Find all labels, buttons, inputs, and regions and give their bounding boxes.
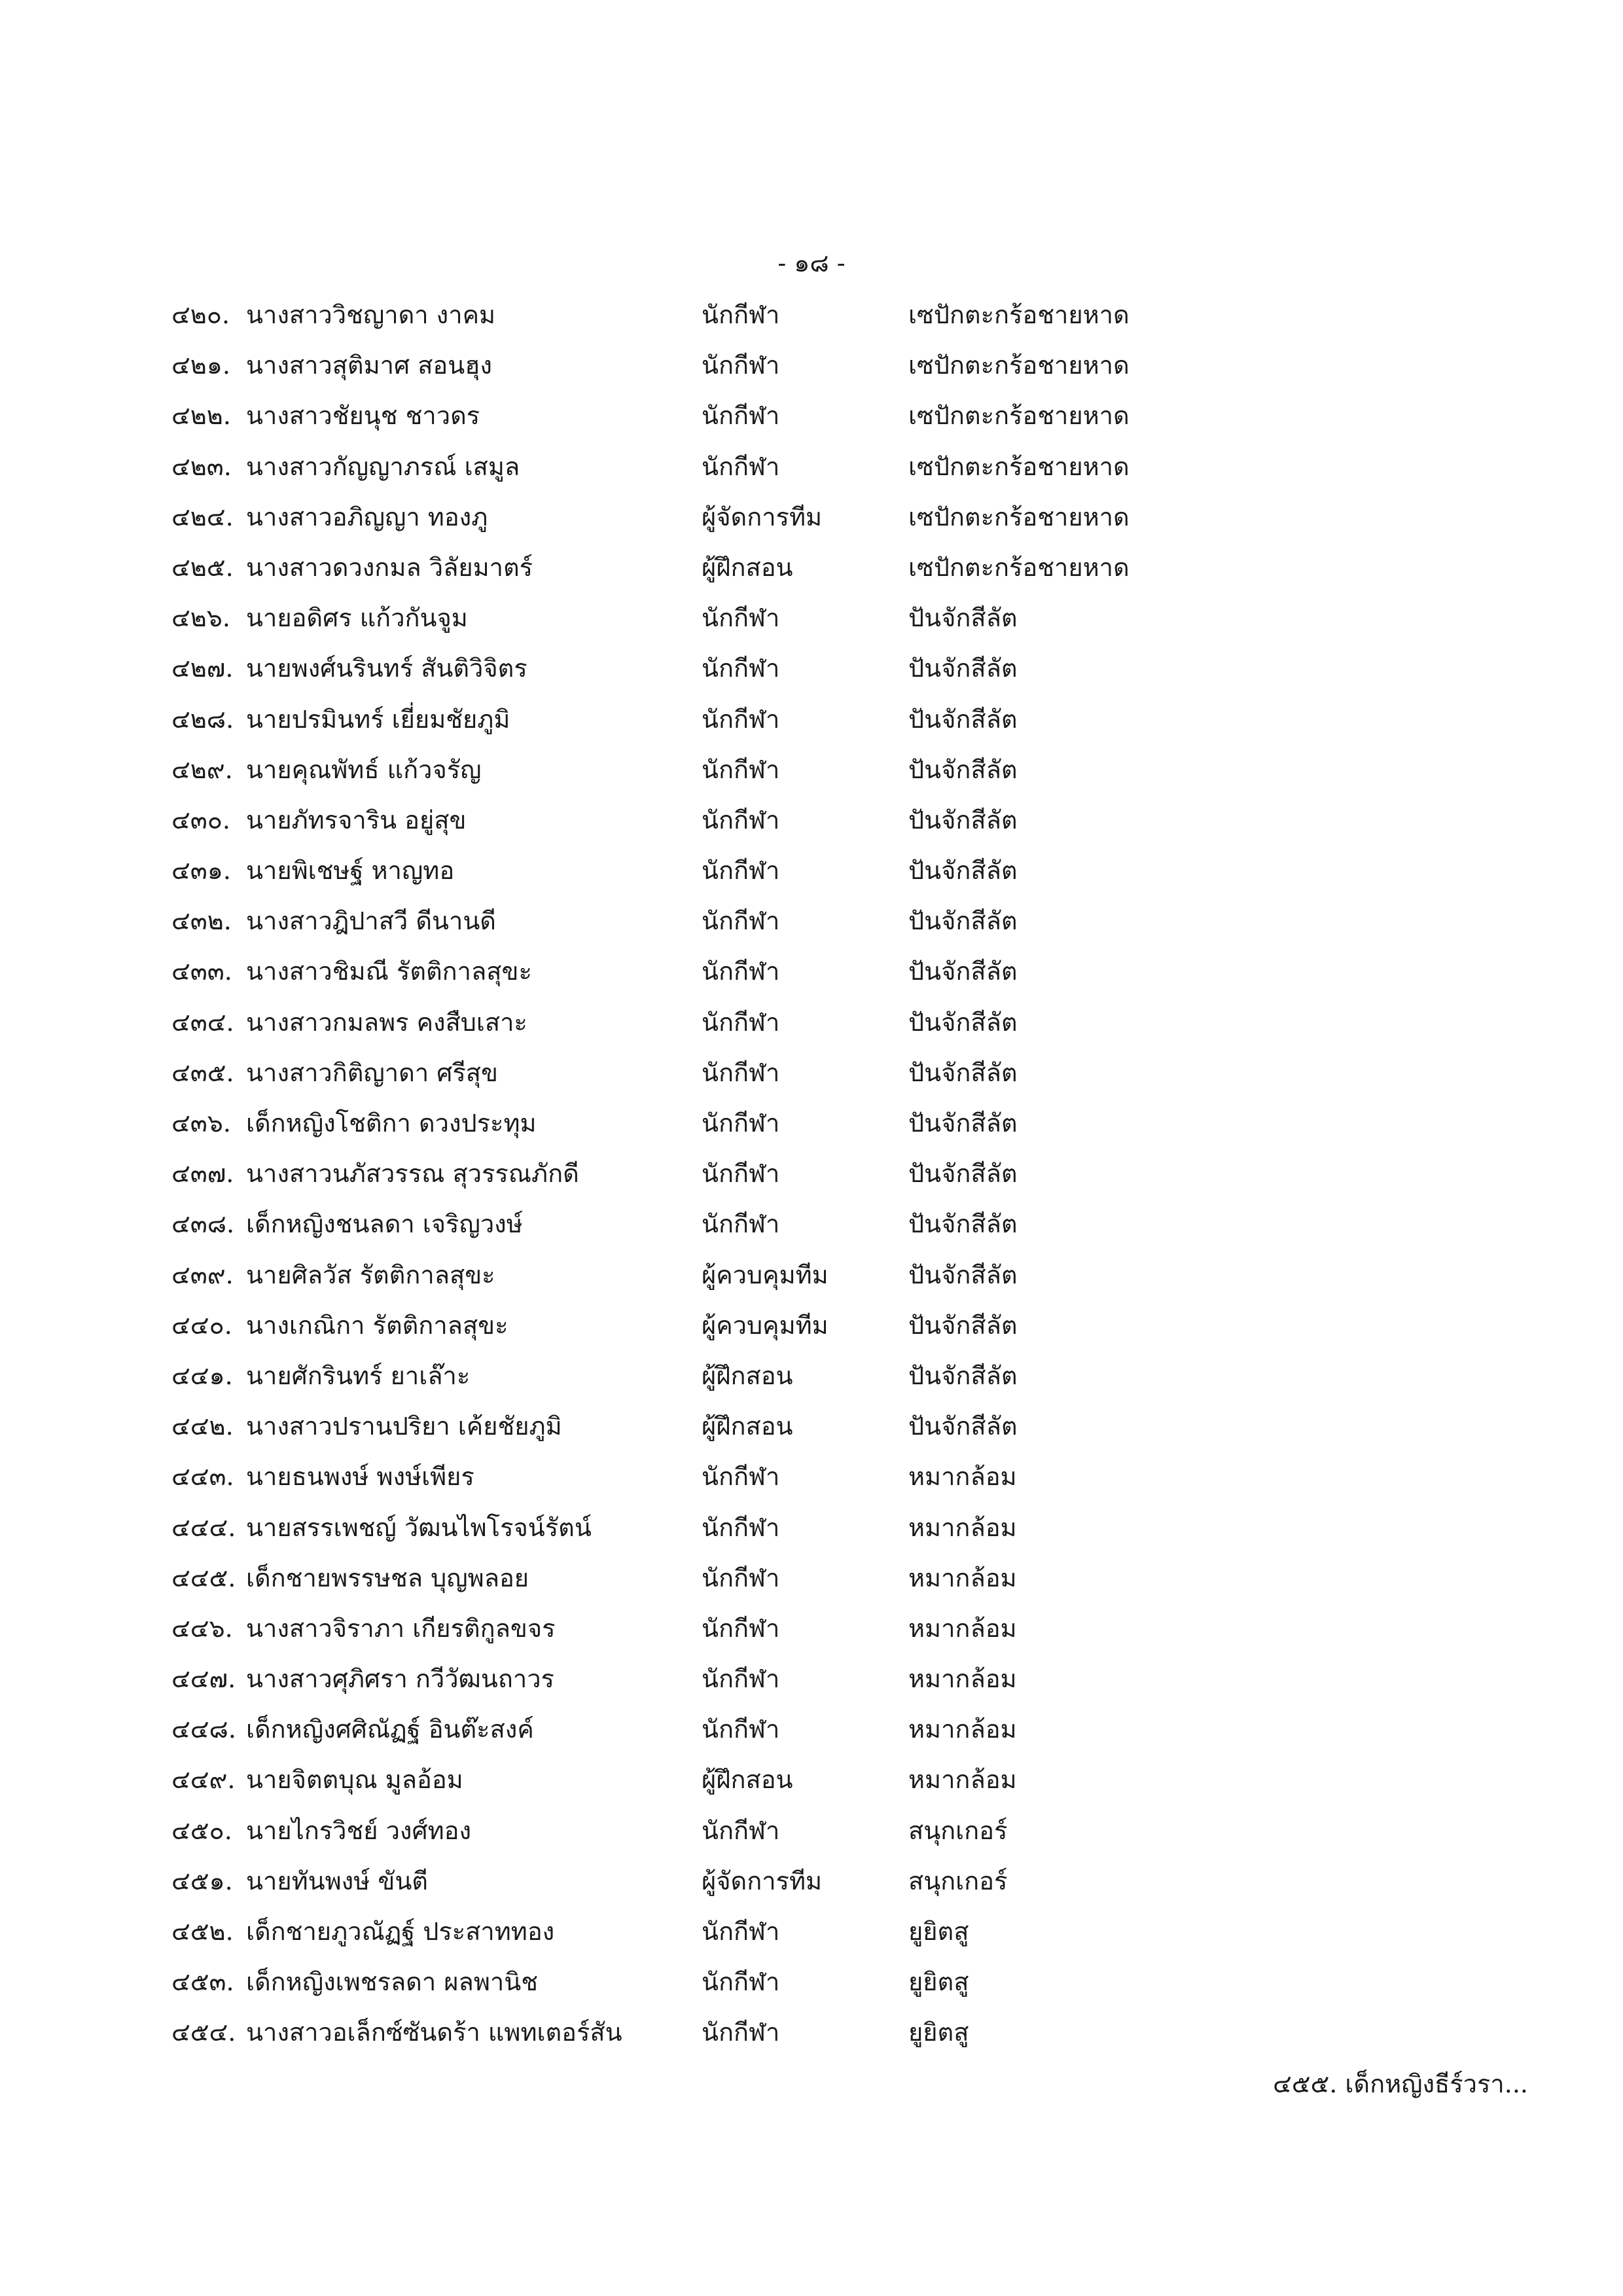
person-name: นางสาวอเล็กซ์ซันดร้า แพทเตอร์สัน — [246, 2018, 622, 2047]
sport-name: สนุกเกอร์ — [908, 1866, 1008, 1895]
sport-name: ปันจักสีลัต — [908, 1310, 1018, 1340]
person-name: นายพงศ์นรินทร์ สันติวิจิตร — [246, 654, 527, 683]
person-name: เด็กหญิงโชติกา ดวงประทุม — [246, 1109, 537, 1138]
roster-row — [171, 1001, 1415, 1051]
person-role: ผู้ควบคุมทีม — [702, 1310, 829, 1340]
entry-number: ๔๒๙. — [171, 755, 233, 784]
person-role: นักกีฬา — [702, 1664, 780, 1694]
person-name: เด็กหญิงศศิณัฏฐ์ อินต๊ะสงค์ — [246, 1715, 534, 1744]
sport-name: หมากล้อม — [908, 1563, 1017, 1592]
roster-row — [171, 2011, 1415, 2061]
person-name: นายสรรเพชญ์ วัฒนไพโรจน์รัตน์ — [246, 1513, 592, 1542]
entry-number: ๔๒๗. — [171, 654, 234, 683]
roster-row — [171, 647, 1415, 697]
roster-row — [171, 344, 1415, 394]
entry-number: ๔๕๓. — [171, 1967, 234, 1997]
sport-name: ปันจักสีลัต — [908, 957, 1018, 986]
person-role: นักกีฬา — [702, 2018, 780, 2047]
entry-number: ๔๓๖. — [171, 1109, 231, 1138]
sport-name: หมากล้อม — [908, 1513, 1017, 1542]
sport-name: ปันจักสีลัต — [908, 704, 1018, 734]
roster-row — [171, 748, 1415, 798]
person-name: นายพิเชษฐ์ หาญทอ — [246, 856, 455, 886]
roster-row — [171, 950, 1415, 1000]
roster-list — [171, 293, 1415, 2062]
person-name: นายคุณพัทธ์ แก้วจรัญ — [246, 755, 482, 784]
person-name: นายธนพงษ์ พงษ์เพียร — [246, 1462, 474, 1492]
sport-name: เซปักตะกร้อชายหาด — [908, 300, 1130, 329]
entry-number: ๔๓๐. — [171, 805, 231, 834]
person-name: นางสาวจิราภา เกียรติกูลขจร — [246, 1613, 556, 1643]
person-role: นักกีฬา — [702, 654, 780, 683]
sport-name: ปันจักสีลัต — [908, 1361, 1018, 1390]
roster-row — [171, 1304, 1415, 1354]
person-name: นางสาวชัยนุช ชาวดร — [246, 401, 480, 431]
sport-name: ปันจักสีลัต — [908, 1210, 1018, 1239]
roster-row — [171, 1253, 1415, 1304]
sport-name: ปันจักสีลัต — [908, 654, 1018, 683]
sport-name: หมากล้อม — [908, 1715, 1017, 1744]
person-role: ผู้ฝึกสอน — [702, 1361, 793, 1390]
entry-number: ๔๕๒. — [171, 1917, 234, 1946]
sport-name: เซปักตะกร้อชายหาด — [908, 452, 1130, 481]
entry-number: ๔๓๔. — [171, 1007, 234, 1037]
person-role: นักกีฬา — [702, 603, 780, 633]
person-name: นายศิลวัส รัตติกาลสุขะ — [246, 1260, 495, 1289]
roster-row — [171, 1708, 1415, 1758]
person-name: นางสาวศุภิศรา กวีวัฒนถาวร — [246, 1664, 554, 1694]
roster-row — [171, 1809, 1415, 1859]
person-name: นายภัทรจาริน อยู่สุข — [246, 805, 467, 834]
person-role: นักกีฬา — [702, 1159, 780, 1189]
person-name: นางสาวกมลพร คงสืบเสาะ — [246, 1007, 527, 1037]
roster-row — [171, 1607, 1415, 1657]
person-name: นายปรมินทร์ เยี่ยมชัยภูมิ — [246, 704, 510, 734]
person-role: นักกีฬา — [702, 452, 780, 481]
roster-row — [171, 495, 1415, 546]
continuation-note: ๔๕๕. เด็กหญิงธีร์วรา... — [1272, 2070, 1528, 2098]
roster-row — [171, 293, 1415, 344]
person-role: ผู้ฝึกสอน — [702, 1765, 793, 1795]
person-role: นักกีฬา — [702, 1967, 780, 1997]
person-name: นายอดิศร แก้วกันจูม — [246, 603, 468, 633]
entry-number: ๔๒๐. — [171, 300, 230, 329]
sport-name: หมากล้อม — [908, 1462, 1017, 1492]
sport-name: หมากล้อม — [908, 1664, 1017, 1694]
sport-name: เซปักตะกร้อชายหาด — [908, 401, 1130, 431]
entry-number: ๔๒๒. — [171, 401, 231, 431]
roster-row — [171, 596, 1415, 647]
roster-row — [171, 546, 1415, 596]
person-name: เด็กชายภูวณัฏฐ์ ประสาททอง — [246, 1917, 555, 1946]
entry-number: ๔๕๔. — [171, 2018, 236, 2047]
entry-number: ๔๕๑. — [171, 1866, 233, 1895]
sport-name: เซปักตะกร้อชายหาด — [908, 552, 1130, 582]
person-role: นักกีฬา — [702, 1917, 780, 1946]
sport-name: ยูยิตสู — [908, 1967, 969, 1997]
person-role: นักกีฬา — [702, 1816, 780, 1845]
entry-number: ๔๓๑. — [171, 856, 231, 886]
roster-row — [171, 1405, 1415, 1455]
sport-name: หมากล้อม — [908, 1765, 1017, 1795]
roster-row — [171, 394, 1415, 444]
person-name: เด็กหญิงชนลดา เจริญวงษ์ — [246, 1210, 523, 1239]
roster-row — [171, 1152, 1415, 1202]
sport-name: ยูยิตสู — [908, 2018, 969, 2047]
roster-row — [171, 1455, 1415, 1505]
roster-row — [171, 698, 1415, 748]
person-name: นางสาวกัญญาภรณ์ เสมูล — [246, 452, 520, 481]
entry-number: ๔๒๑. — [171, 351, 231, 380]
person-name: นางสาวสุติมาศ สอนฮุง — [246, 351, 492, 380]
person-name: นายศักรินทร์ ยาเล๊าะ — [246, 1361, 471, 1390]
entry-number: ๔๒๓. — [171, 452, 232, 481]
roster-row — [171, 798, 1415, 849]
roster-row — [171, 899, 1415, 950]
person-name: นางสาวกิติญาดา ศรีสุข — [246, 1058, 498, 1087]
roster-row — [171, 1202, 1415, 1253]
sport-name: หมากล้อม — [908, 1613, 1017, 1643]
roster-row — [171, 1556, 1415, 1607]
person-role: ผู้ฝึกสอน — [702, 1412, 793, 1441]
roster-row — [171, 1102, 1415, 1152]
sport-name: ปันจักสีลัต — [908, 805, 1018, 834]
entry-number: ๔๕๐. — [171, 1816, 232, 1845]
entry-number: ๔๔๑. — [171, 1361, 233, 1390]
person-name: นางสาวฎิปาสวี ดีนานดี — [246, 906, 496, 936]
entry-number: ๔๒๕. — [171, 552, 234, 582]
entry-number: ๔๓๓. — [171, 957, 232, 986]
roster-row — [171, 445, 1415, 495]
sport-name: ปันจักสีลัต — [908, 906, 1018, 936]
entry-number: ๔๓๘. — [171, 1210, 235, 1239]
roster-row — [171, 1051, 1415, 1102]
person-role: ผู้ควบคุมทีม — [702, 1260, 829, 1289]
roster-row — [171, 1657, 1415, 1708]
roster-row — [171, 1960, 1415, 2011]
person-name: นายไกรวิชย์ วงศ์ทอง — [246, 1816, 472, 1845]
sport-name: เซปักตะกร้อชายหาด — [908, 351, 1130, 380]
entry-number: ๔๓๒. — [171, 906, 232, 936]
sport-name: ปันจักสีลัต — [908, 1058, 1018, 1087]
sport-name: ปันจักสีลัต — [908, 1260, 1018, 1289]
page-number: - ๑๘ - — [777, 249, 846, 278]
person-role: นักกีฬา — [702, 704, 780, 734]
entry-number: ๔๔๗. — [171, 1664, 236, 1694]
sport-name: ปันจักสีลัต — [908, 1007, 1018, 1037]
person-name: นางสาวดวงกมล วิลัยมาตร์ — [246, 552, 533, 582]
roster-row — [171, 1506, 1415, 1556]
person-role: นักกีฬา — [702, 805, 780, 834]
entry-number: ๔๔๖. — [171, 1613, 233, 1643]
person-role: นักกีฬา — [702, 351, 780, 380]
roster-row — [171, 1354, 1415, 1405]
entry-number: ๔๔๐. — [171, 1310, 232, 1340]
entry-number: ๔๔๕. — [171, 1563, 236, 1592]
entry-number: ๔๒๘. — [171, 704, 234, 734]
person-role: นักกีฬา — [702, 1007, 780, 1037]
person-role: นักกีฬา — [702, 1462, 780, 1492]
person-role: ผู้จัดการทีม — [702, 1866, 823, 1895]
person-role: ผู้ฝึกสอน — [702, 552, 793, 582]
person-role: นักกีฬา — [702, 1613, 780, 1643]
sport-name: ปันจักสีลัต — [908, 1159, 1018, 1189]
person-role: นักกีฬา — [702, 1109, 780, 1138]
entry-number: ๔๒๖. — [171, 603, 231, 633]
person-role: นักกีฬา — [702, 1058, 780, 1087]
person-name: นางสาวปรานปริยา เค้ยชัยภูมิ — [246, 1412, 562, 1441]
person-name: เด็กชายพรรษชล บุญพลอย — [246, 1563, 529, 1592]
person-role: นักกีฬา — [702, 755, 780, 784]
sport-name: เซปักตะกร้อชายหาด — [908, 502, 1130, 531]
person-role: นักกีฬา — [702, 906, 780, 936]
entry-number: ๔๔๒. — [171, 1412, 234, 1441]
sport-name: ปันจักสีลัต — [908, 603, 1018, 633]
person-role: นักกีฬา — [702, 1715, 780, 1744]
person-name: นางสาวอภิญญา ทองภู — [246, 502, 488, 531]
person-role: นักกีฬา — [702, 1210, 780, 1239]
person-role: ผู้จัดการทีม — [702, 502, 823, 531]
entry-number: ๔๔๘. — [171, 1715, 236, 1744]
person-name: นางสาวนภัสวรรณ สุวรรณภักดี — [246, 1159, 579, 1189]
entry-number: ๔๒๔. — [171, 502, 234, 531]
entry-number: ๔๔๙. — [171, 1765, 236, 1795]
person-role: นักกีฬา — [702, 856, 780, 886]
sport-name: สนุกเกอร์ — [908, 1816, 1008, 1845]
person-role: นักกีฬา — [702, 1513, 780, 1542]
person-name: นางเกณิกา รัตติกาลสุขะ — [246, 1310, 508, 1340]
roster-row — [171, 1758, 1415, 1808]
roster-row — [171, 1859, 1415, 1910]
person-role: นักกีฬา — [702, 300, 780, 329]
entry-number: ๔๔๓. — [171, 1462, 234, 1492]
entry-number: ๔๔๔. — [171, 1513, 236, 1542]
sport-name: ปันจักสีลัต — [908, 856, 1018, 886]
person-role: นักกีฬา — [702, 957, 780, 986]
roster-row — [171, 1910, 1415, 1960]
entry-number: ๔๓๗. — [171, 1159, 234, 1189]
person-name: นายจิตตบุณ มูลอ้อม — [246, 1765, 463, 1795]
roster-row — [171, 849, 1415, 899]
person-name: นางสาวชิมณี รัตติกาลสุขะ — [246, 957, 532, 986]
sport-name: ปันจักสีลัต — [908, 1412, 1018, 1441]
person-name: นางสาววิชญาดา งาคม — [246, 300, 496, 329]
person-name: นายทันพงษ์ ขันตี — [246, 1866, 428, 1895]
person-role: นักกีฬา — [702, 401, 780, 431]
sport-name: ยูยิตสู — [908, 1917, 969, 1946]
entry-number: ๔๓๕. — [171, 1058, 234, 1087]
person-name: เด็กหญิงเพชรลดา ผลพานิช — [246, 1967, 538, 1997]
sport-name: ปันจักสีลัต — [908, 755, 1018, 784]
sport-name: ปันจักสีลัต — [908, 1109, 1018, 1138]
person-role: นักกีฬา — [702, 1563, 780, 1592]
entry-number: ๔๓๙. — [171, 1260, 234, 1289]
